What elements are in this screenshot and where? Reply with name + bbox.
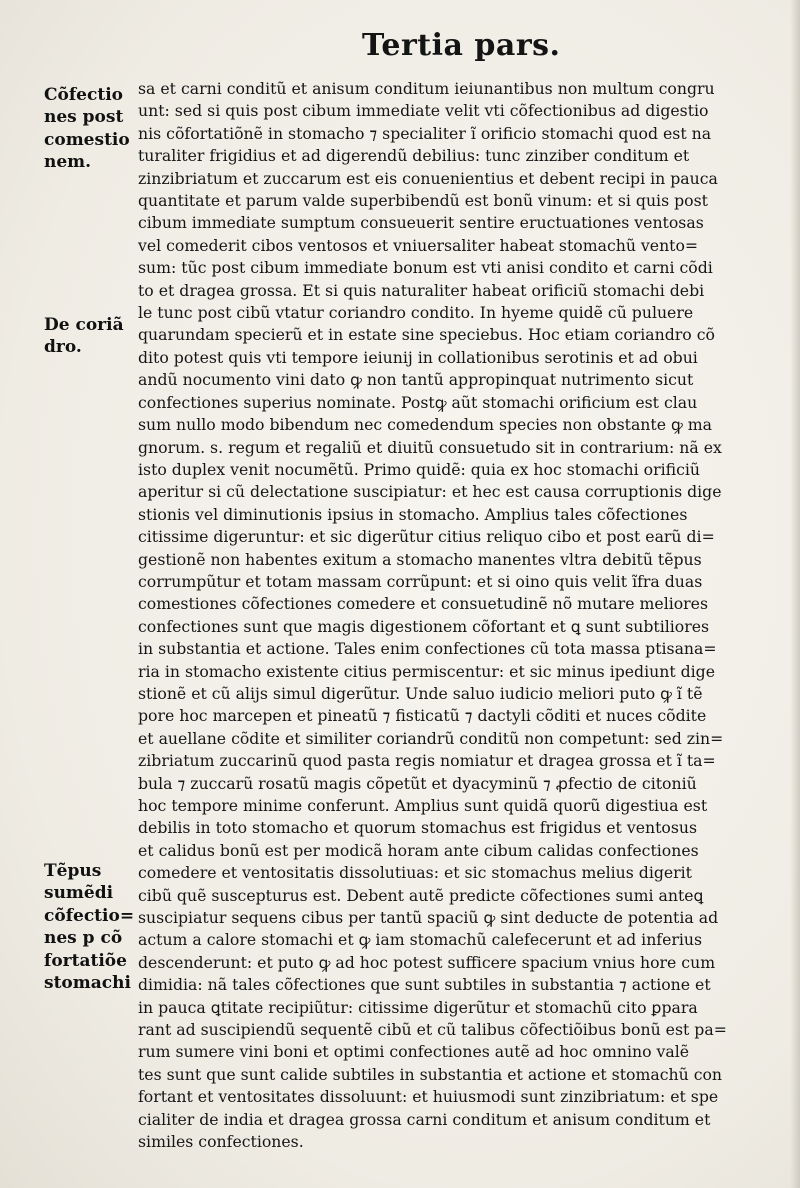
margin-note-tempus bbox=[44, 860, 140, 994]
text-line: in pauca ꝗtitate recipiũtur: citissime digerũtur et stomachũ cito ꝑpara bbox=[138, 997, 698, 1017]
text-line: suscipiatur sequens cibus per tantũ spaciũ ꝙ sint deducte de potentia ad bbox=[138, 908, 719, 928]
text-line: similes confectiones. bbox=[138, 1132, 304, 1152]
text-line: aperitur si cũ delectatione suscipiatur: et hec est causa corruptionis dige bbox=[138, 482, 722, 502]
text-line: stionẽ et cũ alijs simul digerũtur. Unde saluo iudicio meliori puto ꝙ ĩ tẽ bbox=[138, 683, 703, 703]
text-line: tes sunt que sunt calide subtiles in substantia et actione et stomachũ con bbox=[138, 1064, 723, 1084]
text-line: unt: sed si quis post cibum immediate velit vti cõfectionibus ad digestio bbox=[138, 101, 709, 121]
text-line: quantitate et parum valde superbibendũ est bonũ vinum: et si quis post bbox=[138, 191, 708, 211]
margin-note-line: Cõfectio bbox=[44, 85, 123, 105]
text-line: gestionẽ non habentes exitum a stomacho manentes vltra debitũ tẽpus bbox=[138, 549, 702, 569]
text-line: rum sumere vini boni et optimi confectiones autẽ ad hoc omnino valẽ bbox=[138, 1042, 690, 1062]
text-line: et auellane cõdite et similiter coriandrũ conditũ non competunt: sed zin= bbox=[138, 728, 724, 748]
body-text bbox=[138, 78, 792, 1154]
margin-note-line: nes post bbox=[44, 107, 124, 128]
margin-note-line: Tẽpus bbox=[44, 861, 102, 881]
margin-note-line: sumẽdi bbox=[44, 883, 114, 904]
margin-note-coriandro bbox=[44, 314, 140, 359]
margin-note-line: cõfectio= bbox=[44, 905, 135, 926]
text-line: isto duplex venit nocumẽtũ. Primo quidẽ: quia ex hoc stomachi orificiũ bbox=[138, 459, 700, 479]
text-line: hoc tempore minime conferunt. Amplius sunt quidã quorũ digestiua est bbox=[138, 796, 708, 815]
running-head: Tertia pars. bbox=[362, 28, 561, 63]
text-line: et calidus bonũ est per modicã horam ante cibum calidas confectiones bbox=[138, 840, 699, 860]
text-line: andũ nocumento vini dato ꝙ non tantũ appropinquat nutrimento sicut bbox=[138, 370, 694, 390]
margin-note-confectiones bbox=[44, 84, 140, 174]
margin-note-line: comestio bbox=[44, 129, 130, 150]
margin-note-line: De coriã bbox=[44, 315, 124, 335]
text-line: zibriatum zuccarinũ quod pasta regis nomiatur et dragea grossa et ĩ ta= bbox=[138, 751, 716, 771]
text-line: le tunc post cibũ vtatur coriandro condito. In hyeme quidẽ cũ puluere bbox=[138, 303, 694, 323]
text-line: confectiones superius nominate. Postꝙ aũt stomachi orificium est clau bbox=[138, 392, 698, 412]
text-line: descenderunt: et puto ꝙ ad hoc potest sufficere spacium vnius hore cum bbox=[138, 952, 716, 972]
text-line: ria in stomacho existente citius permiscentur: et sic minus ipediunt dige bbox=[138, 661, 715, 681]
text-line: to et dragea grossa. Et si quis naturaliter habeat orificiũ stomachi debi bbox=[138, 280, 705, 300]
text-line: sa et carni conditũ et anisum conditum ieiunantibus non multum congru bbox=[138, 79, 715, 98]
text-line: rant ad suscipiendũ sequentẽ cibũ et cũ talibus cõfectiõibus bonũ est pa= bbox=[138, 1020, 727, 1040]
margin-note-line: dro. bbox=[44, 337, 82, 358]
text-line: gnorum. s. regum et regaliũ et diuitũ consuetudo sit in contrarium: nã ex bbox=[138, 437, 722, 457]
text-line: nis cõfortatiõnẽ in stomacho ⁊ specialiter ĩ orificio stomachi quod est na bbox=[138, 123, 712, 143]
text-line: confectiones sunt que magis digestionem cõfortant et ꝗ sunt subtiliores bbox=[138, 616, 710, 636]
text-line: cibũ quẽ suscepturus est. Debent autẽ predicte cõfectiones sumi anteꝗ bbox=[138, 885, 704, 905]
text-line: sum: tũc post cibum immediate bonum est vti anisi condito et carni cõdi bbox=[138, 258, 713, 278]
text-line: vel comederit cibos ventosos et vniuersaliter habeat stomachũ vento= bbox=[138, 235, 699, 255]
text-line: stionis vel diminutionis ipsius in stomacho. Amplius tales cõfectiones bbox=[138, 504, 688, 524]
text-line: dimidia: nã tales cõfectiones que sunt subtiles in substantia ⁊ actione et bbox=[138, 975, 711, 995]
text-line: in substantia et actione. Tales enim confectiones cũ tota massa ptisana= bbox=[138, 639, 717, 659]
text-line: debilis in toto stomacho et quorum stomachus est frigidus et ventosus bbox=[138, 818, 698, 838]
text-line: quarundam specierũ et in estate sine speciebus. Hoc etiam coriandro cõ bbox=[138, 325, 715, 345]
text-line: cibum immediate sumptum consueuerit sentire eructuationes ventosas bbox=[138, 213, 704, 233]
margin-note-line: fortatiõe bbox=[44, 950, 127, 971]
text-line: citissime digeruntur: et sic digerũtur citius reliquo cibo et post earũ di= bbox=[138, 527, 715, 547]
text-line: turaliter frigidius et ad digerendũ debilius: tunc zinziber conditum et bbox=[138, 146, 690, 166]
text-line: fortant et ventositates dissoluunt: et huiusmodi sunt zinzibriatum: et spe bbox=[138, 1087, 719, 1107]
margin-note-line: nem. bbox=[44, 152, 92, 173]
text-line: bula ⁊ zuccarũ rosatũ magis cõpetũt et dyacyminũ ⁊ ꝓfectio de citoniũ bbox=[138, 773, 697, 793]
margin-note-line: stomachi bbox=[44, 973, 131, 994]
text-line: comedere et ventositatis dissolutiuas: et sic stomachus melius digerit bbox=[138, 863, 692, 883]
text-line: comestiones cõfectiones comedere et consuetudinẽ nõ mutare meliores bbox=[138, 594, 709, 614]
text-line: corrumpũtur et totam massam corrũpunt: et si oino quis velit ĩfra duas bbox=[138, 571, 703, 591]
text-line: zinzibriatum et zuccarum est eis conuenientius et debent recipi in pauca bbox=[138, 168, 718, 188]
text-line: dito potest quis vti tempore ieiunij in collationibus serotinis et ad obui bbox=[138, 347, 698, 367]
text-line: actum a calore stomachi et ꝙ iam stomachũ calefecerunt et ad inferius bbox=[138, 930, 703, 950]
text-line: pore hoc marcepen et pineatũ ⁊ fisticatũ ⁊ dactyli cõditi et nuces cõdite bbox=[138, 706, 707, 726]
text-line: sum nullo modo bibendum nec comedendum species non obstante ꝙ ma bbox=[138, 415, 712, 435]
margin-note-line: nes p cõ bbox=[44, 928, 123, 949]
text-line: cialiter de india et dragea grossa carni conditum et anisum conditum et bbox=[138, 1109, 711, 1129]
